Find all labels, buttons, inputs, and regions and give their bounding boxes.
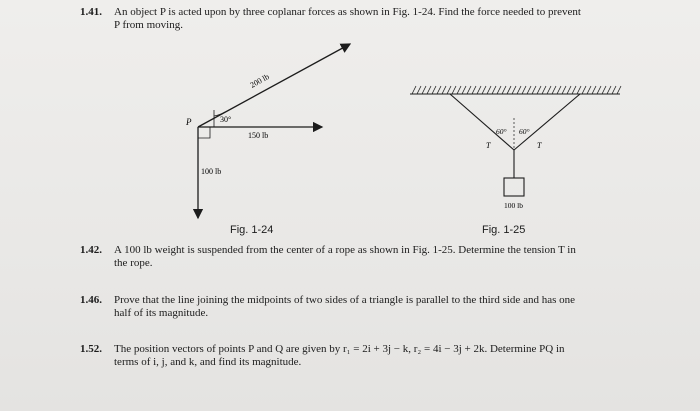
weight-label: 100 lb: [504, 201, 523, 210]
hatch-mark: [497, 86, 501, 94]
point-p-label: P: [186, 117, 192, 127]
hatch-mark: [572, 86, 576, 94]
hatch-mark: [427, 86, 431, 94]
hatch-mark: [462, 86, 466, 94]
problem-text-line1: Prove that the line joining the midpoints of two sides of a triangle is parallel to the third side and has one: [114, 294, 575, 306]
problem-1-52: [80, 343, 670, 369]
rope-left: [450, 94, 514, 150]
hatch-mark: [587, 86, 591, 94]
problem-1-42: [80, 244, 670, 270]
angle-30-label: 30°: [220, 115, 232, 124]
problem-text-line2: the rope.: [114, 257, 153, 269]
fig-1-25-caption: Fig. 1-25: [482, 224, 526, 236]
hatch-mark: [557, 86, 561, 94]
problem-number: 1.46.: [80, 294, 102, 306]
hatch-mark: [607, 86, 611, 94]
hatch-mark: [467, 86, 471, 94]
tension-left-label: T: [486, 141, 491, 150]
hatch-mark: [487, 86, 491, 94]
figure-1-24: [170, 40, 370, 230]
hatch-mark: [417, 86, 421, 94]
fig-1-24-caption: Fig. 1-24: [230, 224, 274, 236]
hatch-mark: [612, 86, 616, 94]
problem-text-line2: half of its magnitude.: [114, 307, 209, 319]
problem-text-line1: The position vectors of points P and Q are given by r₁ = 2i + 3j − k, r₂ = 4i − 3j + 2k. Determine PQ in: [114, 343, 565, 355]
problem-number: 1.52.: [80, 343, 102, 355]
weight-box: [504, 178, 524, 196]
hatch-mark: [542, 86, 546, 94]
hatch-mark: [507, 86, 511, 94]
figure-1-25: [400, 80, 640, 220]
hatch-mark: [412, 86, 416, 94]
hatch-mark: [447, 86, 451, 94]
rope-right: [514, 94, 580, 150]
problem-number: 1.41.: [80, 6, 102, 18]
problem-1-41: [80, 6, 670, 32]
problem-1-46: [80, 294, 670, 320]
hatch-mark: [527, 86, 531, 94]
hatch-mark: [552, 86, 556, 94]
force-200-label: 200 lb: [248, 72, 271, 90]
hatch-mark: [517, 86, 521, 94]
hatch-mark: [482, 86, 486, 94]
hatch-mark: [522, 86, 526, 94]
hatch-mark: [422, 86, 426, 94]
hatch-mark: [562, 86, 566, 94]
hatch-mark: [492, 86, 496, 94]
hatch-mark: [437, 86, 441, 94]
ceiling-hatching: [412, 86, 621, 94]
hatch-mark: [617, 86, 621, 94]
angle-right-label: 60°: [519, 127, 530, 136]
hatch-mark: [432, 86, 436, 94]
hatch-mark: [547, 86, 551, 94]
hatch-mark: [452, 86, 456, 94]
hatch-mark: [442, 86, 446, 94]
hatch-mark: [592, 86, 596, 94]
hatch-mark: [582, 86, 586, 94]
hatch-mark: [577, 86, 581, 94]
tension-right-label: T: [537, 141, 542, 150]
problem-number: 1.42.: [80, 244, 102, 256]
hatch-mark: [457, 86, 461, 94]
problem-text-line2: P from moving.: [114, 19, 183, 31]
hatch-mark: [597, 86, 601, 94]
hatch-mark: [472, 86, 476, 94]
hatch-mark: [602, 86, 606, 94]
problem-text-line2: terms of i, j, and k, and find its magnitude.: [114, 356, 302, 368]
angle-left-label: 60°: [496, 127, 507, 136]
force-150-label: 150 lb: [248, 131, 269, 140]
hatch-mark: [512, 86, 516, 94]
hatch-mark: [532, 86, 536, 94]
problem-text-line1: A 100 lb weight is suspended from the center of a rope as shown in Fig. 1-25. Determine the tension T in: [114, 244, 576, 256]
hatch-mark: [502, 86, 506, 94]
hatch-mark: [537, 86, 541, 94]
hatch-mark: [567, 86, 571, 94]
hatch-mark: [477, 86, 481, 94]
right-angle-mark: [198, 127, 210, 138]
problem-text-line1: An object P is acted upon by three coplanar forces as shown in Fig. 1-24. Find the force needed to prevent: [114, 6, 581, 18]
force-100-label: 100 lb: [201, 167, 222, 176]
